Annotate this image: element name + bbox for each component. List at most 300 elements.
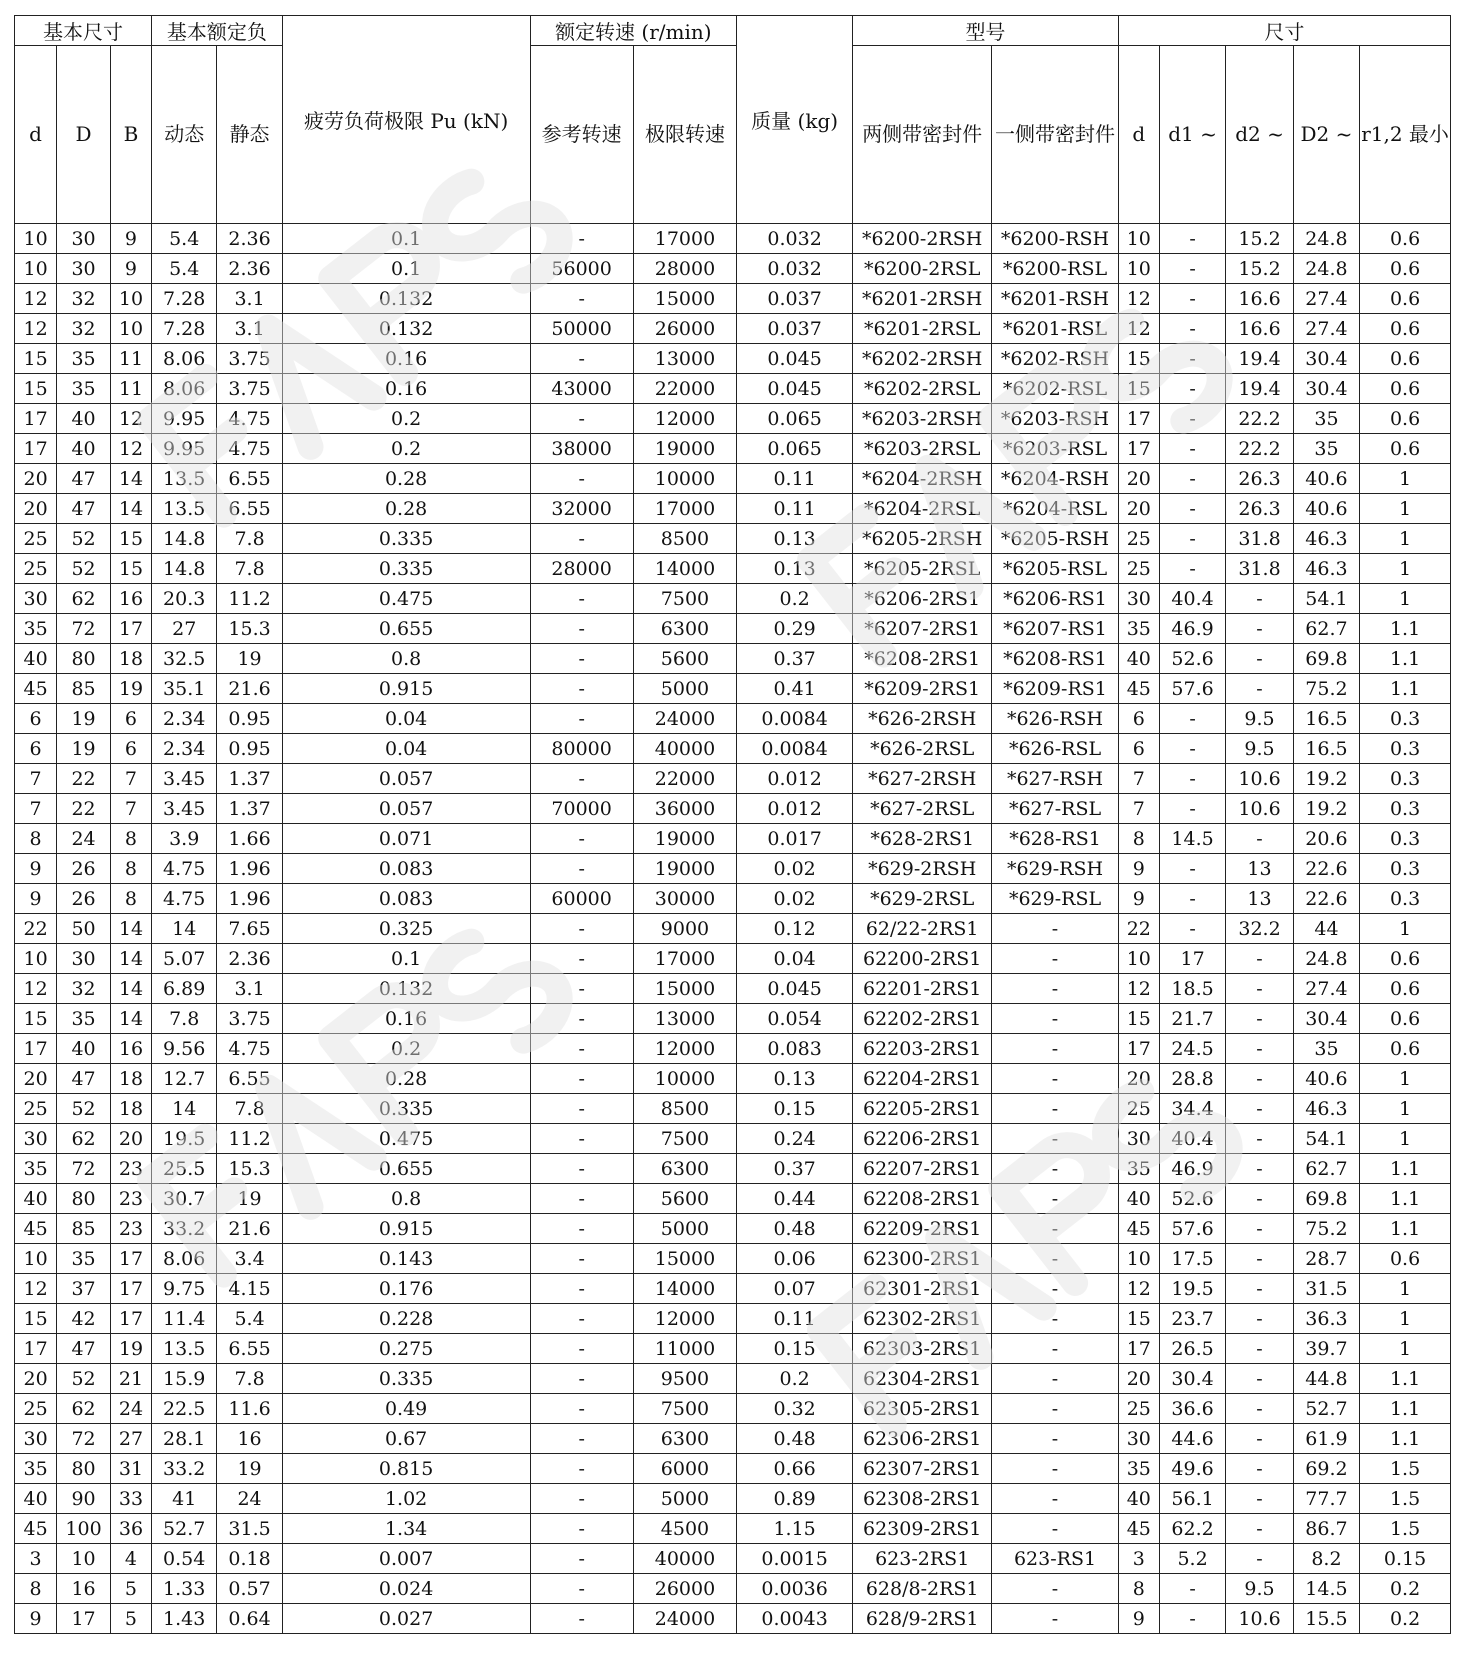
cell-dim-d1: 57.6 bbox=[1159, 1214, 1225, 1244]
cell-dim-d1: 17 bbox=[1159, 944, 1225, 974]
cell-dim-D2: 14.5 bbox=[1293, 1574, 1359, 1604]
cell-two-seal: 62305-2RS1 bbox=[853, 1394, 992, 1424]
cell-dim-r12: 0.3 bbox=[1360, 884, 1451, 914]
cell-dynamic: 30.7 bbox=[152, 1184, 217, 1214]
cell-static: 2.36 bbox=[217, 944, 282, 974]
cell-d: 25 bbox=[15, 554, 57, 584]
cell-dim-D2: 54.1 bbox=[1293, 584, 1359, 614]
cell-two-seal: *6209-2RS1 bbox=[853, 674, 992, 704]
cell-dynamic: 3.45 bbox=[152, 794, 217, 824]
cell-D: 47 bbox=[57, 464, 111, 494]
cell-limit-speed: 19000 bbox=[633, 434, 736, 464]
cell-dynamic: 28.1 bbox=[152, 1424, 217, 1454]
cell-dim-d1: 21.7 bbox=[1159, 1004, 1225, 1034]
cell-mass: 0.045 bbox=[737, 974, 853, 1004]
cell-dim-d2: 26.3 bbox=[1226, 494, 1293, 524]
cell-static: 6.55 bbox=[217, 464, 282, 494]
cell-limit-speed: 13000 bbox=[633, 344, 736, 374]
cell-dim-r12: 0.2 bbox=[1360, 1574, 1451, 1604]
cell-two-seal: *6200-2RSH bbox=[853, 224, 992, 254]
cell-mass: 0.32 bbox=[737, 1394, 853, 1424]
cell-limit-speed: 12000 bbox=[633, 404, 736, 434]
cell-dynamic: 9.95 bbox=[152, 434, 217, 464]
cell-dim-d: 30 bbox=[1118, 1424, 1159, 1454]
cell-mass: 0.11 bbox=[737, 494, 853, 524]
cell-dim-d1: 46.9 bbox=[1159, 1154, 1225, 1184]
cell-dynamic: 14.8 bbox=[152, 554, 217, 584]
cell-d: 20 bbox=[15, 464, 57, 494]
cell-D: 16 bbox=[57, 1574, 111, 1604]
cell-limit-speed: 14000 bbox=[633, 1274, 736, 1304]
cell-B: 7 bbox=[110, 794, 151, 824]
cell-two-seal: 62208-2RS1 bbox=[853, 1184, 992, 1214]
cell-D: 52 bbox=[57, 1094, 111, 1124]
cell-dynamic: 13.5 bbox=[152, 494, 217, 524]
cell-dim-d2: - bbox=[1226, 1514, 1293, 1544]
table-row bbox=[15, 1514, 1451, 1544]
cell-dim-d1: - bbox=[1159, 284, 1225, 314]
cell-dim-d: 25 bbox=[1118, 1394, 1159, 1424]
cell-dynamic: 9.56 bbox=[152, 1034, 217, 1064]
cell-d: 40 bbox=[15, 1484, 57, 1514]
cell-two-seal: 62307-2RS1 bbox=[853, 1454, 992, 1484]
cell-dim-d1: - bbox=[1159, 734, 1225, 764]
cell-static: 1.37 bbox=[217, 764, 282, 794]
cell-static: 6.55 bbox=[217, 494, 282, 524]
cell-D: 80 bbox=[57, 1184, 111, 1214]
table-row bbox=[15, 224, 1451, 254]
cell-ref-speed: - bbox=[530, 1034, 633, 1064]
cell-limit-speed: 17000 bbox=[633, 944, 736, 974]
cell-mass: 0.065 bbox=[737, 404, 853, 434]
cell-one-seal: *626-RSH bbox=[992, 704, 1119, 734]
cell-mass: 0.032 bbox=[737, 224, 853, 254]
cell-dim-D2: 27.4 bbox=[1293, 284, 1359, 314]
cell-limit-speed: 9500 bbox=[633, 1364, 736, 1394]
cell-D: 62 bbox=[57, 1394, 111, 1424]
cell-two-seal: *627-2RSH bbox=[853, 764, 992, 794]
cell-B: 21 bbox=[110, 1364, 151, 1394]
cell-d: 10 bbox=[15, 224, 57, 254]
cell-mass: 0.12 bbox=[737, 914, 853, 944]
cell-dim-r12: 0.6 bbox=[1360, 974, 1451, 1004]
cell-ref-speed: - bbox=[530, 584, 633, 614]
cell-limit-speed: 28000 bbox=[633, 254, 736, 284]
cell-one-seal: - bbox=[992, 914, 1119, 944]
cell-B: 14 bbox=[110, 464, 151, 494]
cell-one-seal: *6204-RSH bbox=[992, 464, 1119, 494]
cell-dim-r12: 0.15 bbox=[1360, 1544, 1451, 1574]
cell-ref-speed: - bbox=[530, 1004, 633, 1034]
cell-one-seal: - bbox=[992, 1604, 1119, 1634]
col-outer-D: D bbox=[57, 46, 111, 224]
cell-B: 24 bbox=[110, 1394, 151, 1424]
cell-one-seal: *6206-RS1 bbox=[992, 584, 1119, 614]
cell-d: 15 bbox=[15, 1004, 57, 1034]
cell-dim-d2: - bbox=[1226, 1544, 1293, 1574]
cell-dynamic: 6.89 bbox=[152, 974, 217, 1004]
cell-limit-speed: 6300 bbox=[633, 614, 736, 644]
cell-dim-d: 6 bbox=[1118, 734, 1159, 764]
cell-dim-d: 10 bbox=[1118, 224, 1159, 254]
cell-fatigue: 0.057 bbox=[282, 764, 530, 794]
cell-limit-speed: 22000 bbox=[633, 764, 736, 794]
cell-dim-r12: 0.3 bbox=[1360, 824, 1451, 854]
cell-dim-D2: 69.8 bbox=[1293, 1184, 1359, 1214]
cell-dim-D2: 69.2 bbox=[1293, 1454, 1359, 1484]
cell-static: 7.65 bbox=[217, 914, 282, 944]
cell-two-seal: *6206-2RS1 bbox=[853, 584, 992, 614]
cell-fatigue: 0.024 bbox=[282, 1574, 530, 1604]
cell-dim-d: 9 bbox=[1118, 884, 1159, 914]
cell-D: 72 bbox=[57, 1424, 111, 1454]
table-row bbox=[15, 1154, 1451, 1184]
cell-d: 45 bbox=[15, 1514, 57, 1544]
cell-one-seal: *6201-RSH bbox=[992, 284, 1119, 314]
cell-ref-speed: 56000 bbox=[530, 254, 633, 284]
cell-dim-d1: - bbox=[1159, 374, 1225, 404]
cell-limit-speed: 26000 bbox=[633, 1574, 736, 1604]
cell-dim-d1: 36.6 bbox=[1159, 1394, 1225, 1424]
cell-B: 14 bbox=[110, 1004, 151, 1034]
cell-B: 5 bbox=[110, 1604, 151, 1634]
cell-d: 12 bbox=[15, 974, 57, 1004]
cell-one-seal: - bbox=[992, 974, 1119, 1004]
cell-dim-r12: 1.5 bbox=[1360, 1454, 1451, 1484]
cell-mass: 0.11 bbox=[737, 1304, 853, 1334]
cell-static: 19 bbox=[217, 1184, 282, 1214]
cell-dim-d1: 49.6 bbox=[1159, 1454, 1225, 1484]
cell-static: 4.75 bbox=[217, 1034, 282, 1064]
table-body bbox=[15, 224, 1451, 1634]
cell-dynamic: 3.9 bbox=[152, 824, 217, 854]
cell-two-seal: 623-2RS1 bbox=[853, 1544, 992, 1574]
cell-ref-speed: 60000 bbox=[530, 884, 633, 914]
cell-D: 72 bbox=[57, 614, 111, 644]
cell-one-seal: *626-RSL bbox=[992, 734, 1119, 764]
cell-D: 52 bbox=[57, 554, 111, 584]
cell-dim-d: 10 bbox=[1118, 944, 1159, 974]
cell-dim-d: 15 bbox=[1118, 1304, 1159, 1334]
cell-B: 7 bbox=[110, 764, 151, 794]
cell-dim-d: 35 bbox=[1118, 614, 1159, 644]
cell-static: 7.8 bbox=[217, 524, 282, 554]
cell-dim-D2: 28.7 bbox=[1293, 1244, 1359, 1274]
cell-dim-d2: - bbox=[1226, 614, 1293, 644]
cell-dynamic: 7.8 bbox=[152, 1004, 217, 1034]
cell-dim-d1: 40.4 bbox=[1159, 584, 1225, 614]
cell-dim-D2: 62.7 bbox=[1293, 1154, 1359, 1184]
cell-dim-d: 10 bbox=[1118, 254, 1159, 284]
cell-mass: 0.2 bbox=[737, 1364, 853, 1394]
cell-d: 10 bbox=[15, 254, 57, 284]
cell-d: 25 bbox=[15, 1394, 57, 1424]
cell-dim-d2: 16.6 bbox=[1226, 284, 1293, 314]
cell-dynamic: 33.2 bbox=[152, 1214, 217, 1244]
group-basic-dims: 基本尺寸 bbox=[15, 16, 152, 46]
cell-D: 35 bbox=[57, 1244, 111, 1274]
cell-B: 14 bbox=[110, 914, 151, 944]
cell-two-seal: 62207-2RS1 bbox=[853, 1154, 992, 1184]
cell-dim-d2: - bbox=[1226, 1064, 1293, 1094]
col-dim-d2: d2 ~ bbox=[1226, 46, 1293, 224]
cell-one-seal: - bbox=[992, 1394, 1119, 1424]
cell-static: 0.18 bbox=[217, 1544, 282, 1574]
cell-fatigue: 0.8 bbox=[282, 1184, 530, 1214]
col-limiting-speed: 极限转速 bbox=[633, 46, 736, 224]
cell-dynamic: 8.06 bbox=[152, 374, 217, 404]
cell-limit-speed: 12000 bbox=[633, 1034, 736, 1064]
cell-dim-r12: 1.1 bbox=[1360, 1214, 1451, 1244]
cell-mass: 0.13 bbox=[737, 524, 853, 554]
table-row bbox=[15, 524, 1451, 554]
cell-limit-speed: 6300 bbox=[633, 1154, 736, 1184]
table-row bbox=[15, 284, 1451, 314]
cell-two-seal: 62302-2RS1 bbox=[853, 1304, 992, 1334]
cell-mass: 0.045 bbox=[737, 344, 853, 374]
cell-d: 40 bbox=[15, 1184, 57, 1214]
cell-limit-speed: 19000 bbox=[633, 824, 736, 854]
cell-dim-d: 7 bbox=[1118, 794, 1159, 824]
cell-D: 62 bbox=[57, 1124, 111, 1154]
spec-sheet bbox=[14, 15, 1451, 1634]
cell-dim-d: 7 bbox=[1118, 764, 1159, 794]
cell-mass: 0.29 bbox=[737, 614, 853, 644]
cell-two-seal: 62304-2RS1 bbox=[853, 1364, 992, 1394]
cell-ref-speed: - bbox=[530, 1064, 633, 1094]
cell-d: 25 bbox=[15, 1094, 57, 1124]
cell-dim-d: 12 bbox=[1118, 314, 1159, 344]
cell-static: 11.2 bbox=[217, 584, 282, 614]
cell-ref-speed: - bbox=[530, 614, 633, 644]
cell-fatigue: 0.67 bbox=[282, 1424, 530, 1454]
cell-mass: 0.0015 bbox=[737, 1544, 853, 1574]
cell-D: 85 bbox=[57, 1214, 111, 1244]
cell-one-seal: - bbox=[992, 1484, 1119, 1514]
cell-ref-speed: - bbox=[530, 1334, 633, 1364]
cell-dynamic: 9.95 bbox=[152, 404, 217, 434]
cell-ref-speed: - bbox=[530, 974, 633, 1004]
cell-dim-d1: - bbox=[1159, 344, 1225, 374]
cell-limit-speed: 7500 bbox=[633, 1124, 736, 1154]
cell-two-seal: 62300-2RS1 bbox=[853, 1244, 992, 1274]
cell-dim-d: 8 bbox=[1118, 1574, 1159, 1604]
cell-static: 3.75 bbox=[217, 374, 282, 404]
table-row bbox=[15, 614, 1451, 644]
cell-dim-d1: 57.6 bbox=[1159, 674, 1225, 704]
cell-fatigue: 0.16 bbox=[282, 1004, 530, 1034]
cell-static: 3.75 bbox=[217, 1004, 282, 1034]
cell-D: 35 bbox=[57, 1004, 111, 1034]
cell-ref-speed: - bbox=[530, 1544, 633, 1574]
cell-dim-D2: 75.2 bbox=[1293, 1214, 1359, 1244]
cell-B: 18 bbox=[110, 1094, 151, 1124]
cell-dim-r12: 0.6 bbox=[1360, 1034, 1451, 1064]
cell-dim-d2: 9.5 bbox=[1226, 734, 1293, 764]
table-row bbox=[15, 1124, 1451, 1154]
cell-ref-speed: - bbox=[530, 854, 633, 884]
cell-dim-r12: 0.6 bbox=[1360, 434, 1451, 464]
cell-dim-d: 25 bbox=[1118, 554, 1159, 584]
cell-dim-D2: 20.6 bbox=[1293, 824, 1359, 854]
cell-B: 27 bbox=[110, 1424, 151, 1454]
cell-dim-D2: 24.8 bbox=[1293, 944, 1359, 974]
cell-d: 30 bbox=[15, 1124, 57, 1154]
cell-mass: 0.15 bbox=[737, 1334, 853, 1364]
cell-dim-r12: 1.1 bbox=[1360, 674, 1451, 704]
cell-mass: 0.0084 bbox=[737, 704, 853, 734]
cell-dim-d1: 19.5 bbox=[1159, 1274, 1225, 1304]
cell-B: 14 bbox=[110, 944, 151, 974]
cell-dim-d2: - bbox=[1226, 674, 1293, 704]
cell-D: 32 bbox=[57, 974, 111, 1004]
cell-B: 20 bbox=[110, 1124, 151, 1154]
cell-fatigue: 0.28 bbox=[282, 494, 530, 524]
cell-dim-D2: 40.6 bbox=[1293, 464, 1359, 494]
cell-B: 33 bbox=[110, 1484, 151, 1514]
cell-dynamic: 7.28 bbox=[152, 314, 217, 344]
cell-ref-speed: - bbox=[530, 1304, 633, 1334]
cell-dim-r12: 1 bbox=[1360, 554, 1451, 584]
cell-two-seal: *628-2RS1 bbox=[853, 824, 992, 854]
cell-D: 32 bbox=[57, 314, 111, 344]
cell-two-seal: 62303-2RS1 bbox=[853, 1334, 992, 1364]
cell-dim-D2: 30.4 bbox=[1293, 1004, 1359, 1034]
cell-dim-r12: 0.6 bbox=[1360, 404, 1451, 434]
cell-limit-speed: 7500 bbox=[633, 1394, 736, 1424]
cell-D: 50 bbox=[57, 914, 111, 944]
cell-dim-r12: 1 bbox=[1360, 584, 1451, 614]
cell-fatigue: 0.16 bbox=[282, 374, 530, 404]
cell-dim-d2: 9.5 bbox=[1226, 1574, 1293, 1604]
cell-dim-D2: 40.6 bbox=[1293, 494, 1359, 524]
cell-mass: 0.032 bbox=[737, 254, 853, 284]
cell-dim-r12: 1.5 bbox=[1360, 1514, 1451, 1544]
cell-ref-speed: - bbox=[530, 644, 633, 674]
cell-dim-d: 3 bbox=[1118, 1544, 1159, 1574]
cell-limit-speed: 24000 bbox=[633, 704, 736, 734]
cell-D: 30 bbox=[57, 254, 111, 284]
cell-D: 47 bbox=[57, 494, 111, 524]
table-row bbox=[15, 1604, 1451, 1634]
cell-dim-d1: 24.5 bbox=[1159, 1034, 1225, 1064]
cell-B: 19 bbox=[110, 1334, 151, 1364]
cell-limit-speed: 14000 bbox=[633, 554, 736, 584]
cell-D: 26 bbox=[57, 884, 111, 914]
cell-d: 35 bbox=[15, 1454, 57, 1484]
cell-fatigue: 0.335 bbox=[282, 524, 530, 554]
cell-d: 6 bbox=[15, 734, 57, 764]
cell-fatigue: 0.04 bbox=[282, 734, 530, 764]
cell-dim-D2: 31.5 bbox=[1293, 1274, 1359, 1304]
cell-static: 0.95 bbox=[217, 704, 282, 734]
cell-d: 12 bbox=[15, 314, 57, 344]
cell-one-seal: - bbox=[992, 944, 1119, 974]
cell-B: 17 bbox=[110, 1274, 151, 1304]
cell-static: 24 bbox=[217, 1484, 282, 1514]
cell-fatigue: 0.915 bbox=[282, 674, 530, 704]
cell-dim-d2: 22.2 bbox=[1226, 434, 1293, 464]
cell-d: 20 bbox=[15, 1064, 57, 1094]
cell-dim-d2: - bbox=[1226, 1094, 1293, 1124]
cell-dim-d: 12 bbox=[1118, 1274, 1159, 1304]
cell-dim-D2: 86.7 bbox=[1293, 1514, 1359, 1544]
cell-mass: 1.15 bbox=[737, 1514, 853, 1544]
cell-d: 35 bbox=[15, 1154, 57, 1184]
cell-dim-d1: 62.2 bbox=[1159, 1514, 1225, 1544]
cell-mass: 0.13 bbox=[737, 554, 853, 584]
cell-dim-D2: 24.8 bbox=[1293, 254, 1359, 284]
cell-dynamic: 14.8 bbox=[152, 524, 217, 554]
cell-dynamic: 1.33 bbox=[152, 1574, 217, 1604]
cell-ref-speed: - bbox=[530, 824, 633, 854]
cell-two-seal: 62205-2RS1 bbox=[853, 1094, 992, 1124]
cell-mass: 0.89 bbox=[737, 1484, 853, 1514]
cell-fatigue: 0.083 bbox=[282, 884, 530, 914]
header-column-row bbox=[15, 46, 1451, 224]
cell-two-seal: *6208-2RS1 bbox=[853, 644, 992, 674]
cell-dim-d2: - bbox=[1226, 1244, 1293, 1274]
cell-B: 9 bbox=[110, 224, 151, 254]
cell-static: 4.75 bbox=[217, 404, 282, 434]
cell-d: 20 bbox=[15, 494, 57, 524]
col-dim-d1: d1 ~ bbox=[1159, 46, 1225, 224]
cell-dim-D2: 77.7 bbox=[1293, 1484, 1359, 1514]
cell-dim-r12: 0.6 bbox=[1360, 944, 1451, 974]
cell-B: 18 bbox=[110, 1064, 151, 1094]
cell-dim-d: 17 bbox=[1118, 1034, 1159, 1064]
cell-dim-r12: 0.3 bbox=[1360, 794, 1451, 824]
cell-B: 31 bbox=[110, 1454, 151, 1484]
cell-ref-speed: - bbox=[530, 1244, 633, 1274]
cell-dim-r12: 1.1 bbox=[1360, 1154, 1451, 1184]
cell-static: 3.75 bbox=[217, 344, 282, 374]
cell-D: 35 bbox=[57, 344, 111, 374]
cell-dim-d: 20 bbox=[1118, 494, 1159, 524]
cell-static: 19 bbox=[217, 1454, 282, 1484]
cell-D: 40 bbox=[57, 1034, 111, 1064]
cell-dim-r12: 1 bbox=[1360, 1064, 1451, 1094]
cell-dim-d2: - bbox=[1226, 1124, 1293, 1154]
cell-mass: 0.012 bbox=[737, 794, 853, 824]
cell-dim-D2: 44.8 bbox=[1293, 1364, 1359, 1394]
cell-mass: 0.41 bbox=[737, 674, 853, 704]
cell-d: 17 bbox=[15, 1334, 57, 1364]
cell-dim-D2: 35 bbox=[1293, 404, 1359, 434]
cell-dim-r12: 0.6 bbox=[1360, 314, 1451, 344]
cell-two-seal: 62306-2RS1 bbox=[853, 1424, 992, 1454]
col-bore-d: d bbox=[15, 46, 57, 224]
cell-dim-d2: 22.2 bbox=[1226, 404, 1293, 434]
cell-dim-d: 40 bbox=[1118, 644, 1159, 674]
cell-d: 22 bbox=[15, 914, 57, 944]
cell-ref-speed: - bbox=[530, 524, 633, 554]
cell-limit-speed: 4500 bbox=[633, 1514, 736, 1544]
table-row bbox=[15, 674, 1451, 704]
cell-D: 80 bbox=[57, 644, 111, 674]
cell-dynamic: 1.43 bbox=[152, 1604, 217, 1634]
cell-one-seal: - bbox=[992, 1454, 1119, 1484]
cell-mass: 0.37 bbox=[737, 644, 853, 674]
cell-one-seal: *6200-RSL bbox=[992, 254, 1119, 284]
cell-d: 17 bbox=[15, 1034, 57, 1064]
cell-B: 16 bbox=[110, 584, 151, 614]
cell-B: 15 bbox=[110, 554, 151, 584]
cell-static: 2.36 bbox=[217, 254, 282, 284]
cell-dynamic: 3.45 bbox=[152, 764, 217, 794]
cell-one-seal: - bbox=[992, 1094, 1119, 1124]
cell-D: 22 bbox=[57, 794, 111, 824]
